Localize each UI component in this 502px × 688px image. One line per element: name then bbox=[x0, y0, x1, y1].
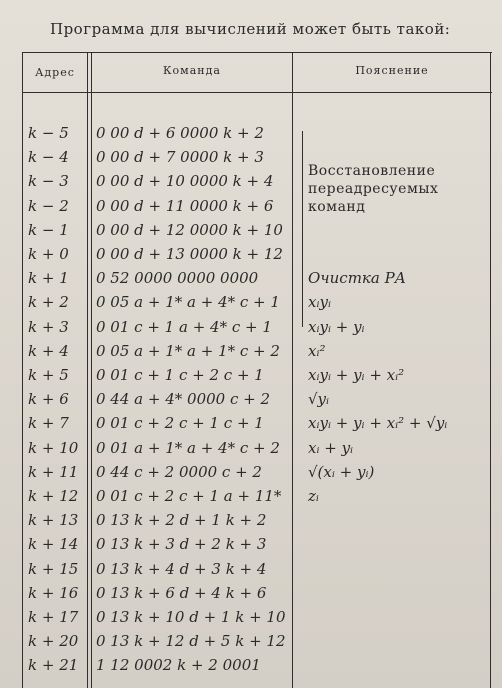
table-row bbox=[22, 242, 492, 266]
table-row bbox=[22, 581, 492, 605]
command-cell: 0 13 k + 10 d + 1 k + 10 bbox=[96, 608, 286, 626]
command-cell: 0 13 k + 6 d + 4 k + 6 bbox=[96, 583, 267, 602]
address-cell: k + 3 bbox=[28, 317, 69, 336]
address-cell: k − 4 bbox=[28, 148, 69, 167]
table-row bbox=[22, 411, 492, 435]
address-cell: k + 21 bbox=[28, 656, 79, 675]
table-row bbox=[22, 387, 492, 411]
table-row bbox=[22, 436, 492, 460]
command-cell: 0 01 a + 1* a + 4* c + 2 bbox=[96, 438, 280, 457]
program-table bbox=[22, 52, 492, 688]
command-cell: 0 01 c + 2 c + 1 a + 11* bbox=[96, 487, 282, 505]
table-row bbox=[22, 484, 492, 508]
address-cell: k + 10 bbox=[28, 438, 79, 457]
command-cell: 0 00 d + 10 0000 k + 4 bbox=[96, 172, 274, 191]
table-row bbox=[22, 194, 492, 218]
command-cell: 0 13 k + 12 d + 5 k + 12 bbox=[96, 632, 286, 651]
note-cell: xᵢyᵢ + yᵢ + xᵢ² + √yᵢ bbox=[308, 414, 448, 433]
address-cell: k + 0 bbox=[28, 245, 69, 263]
address-cell: k + 13 bbox=[28, 511, 79, 530]
table-row bbox=[22, 363, 492, 387]
address-cell: k − 1 bbox=[28, 220, 69, 239]
table-row bbox=[22, 629, 492, 653]
command-cell: 0 00 d + 11 0000 k + 6 bbox=[96, 196, 274, 215]
note-cell: zᵢ bbox=[308, 487, 319, 505]
command-cell: 0 00 d + 12 0000 k + 10 bbox=[96, 220, 283, 239]
command-cell: 0 13 k + 3 d + 2 k + 3 bbox=[96, 535, 267, 554]
address-cell: k + 1 bbox=[28, 269, 69, 288]
address-cell: k + 7 bbox=[28, 414, 69, 433]
header-address: Адрес bbox=[35, 66, 75, 79]
command-cell: 0 13 k + 4 d + 3 k + 4 bbox=[96, 559, 267, 578]
command-cell: 0 00 d + 7 0000 k + 3 bbox=[96, 148, 264, 167]
address-cell: k + 2 bbox=[28, 293, 69, 312]
command-cell: 0 52 0000 0000 0000 bbox=[96, 269, 259, 288]
note-cell: √yᵢ bbox=[308, 390, 330, 409]
table-row bbox=[22, 145, 492, 169]
table-row bbox=[22, 605, 492, 629]
table-row bbox=[22, 315, 492, 339]
address-cell: k + 17 bbox=[28, 608, 79, 626]
table-row bbox=[22, 121, 492, 145]
note-cell: xᵢyᵢ bbox=[308, 293, 331, 312]
table-row bbox=[22, 532, 492, 556]
address-cell: k − 5 bbox=[28, 124, 69, 142]
group-note-line: переадресуемых bbox=[308, 181, 439, 197]
command-cell: 0 01 c + 1 a + 4* c + 1 bbox=[96, 317, 272, 336]
group-note-line: команд bbox=[308, 199, 366, 215]
address-cell: k + 5 bbox=[28, 366, 69, 384]
header-bottom-rule bbox=[22, 92, 492, 93]
address-cell: k + 4 bbox=[28, 341, 69, 360]
table-row bbox=[22, 266, 492, 290]
address-cell: k + 14 bbox=[28, 535, 79, 554]
command-cell: 0 00 d + 6 0000 k + 2 bbox=[96, 124, 264, 142]
address-cell: k + 15 bbox=[28, 559, 79, 578]
command-cell: 0 00 d + 13 0000 k + 12 bbox=[96, 245, 283, 263]
table-row bbox=[22, 218, 492, 242]
table-row bbox=[22, 653, 492, 677]
address-cell: k + 12 bbox=[28, 487, 79, 505]
note-cell: xᵢyᵢ + yᵢ bbox=[308, 317, 365, 336]
command-cell: 0 01 c + 2 c + 1 c + 1 bbox=[96, 414, 264, 433]
address-cell: k − 2 bbox=[28, 196, 69, 215]
command-cell: 0 44 c + 2 0000 c + 2 bbox=[96, 462, 262, 481]
intro-text: Программа для вычислений может быть такой: bbox=[50, 20, 451, 38]
note-cell: √(xᵢ + yᵢ) bbox=[308, 462, 375, 481]
note-cell: xᵢ + yᵢ bbox=[308, 438, 354, 457]
note-cell: xᵢ² bbox=[308, 341, 326, 360]
header-note: Пояснение bbox=[355, 64, 429, 77]
address-cell: k + 6 bbox=[28, 390, 69, 409]
command-cell: 0 05 a + 1* a + 4* c + 1 bbox=[96, 293, 280, 312]
command-cell: 0 05 a + 1* a + 1* c + 2 bbox=[96, 341, 280, 360]
address-cell: k + 20 bbox=[28, 632, 79, 651]
address-cell: k + 11 bbox=[28, 462, 79, 481]
note-cell: Очистка РА bbox=[308, 269, 407, 288]
address-cell: k − 3 bbox=[28, 172, 69, 191]
command-cell: 1 12 0002 k + 2 0001 bbox=[96, 656, 261, 675]
header-command: Команда bbox=[163, 64, 221, 77]
command-cell: 0 44 a + 4* 0000 c + 2 bbox=[96, 390, 271, 409]
note-cell: xᵢyᵢ + yᵢ + xᵢ² bbox=[308, 366, 405, 384]
table-row bbox=[22, 290, 492, 314]
table-row bbox=[22, 339, 492, 363]
group-note-line: Восстановление bbox=[308, 163, 436, 179]
table-top-rule bbox=[22, 52, 492, 53]
command-cell: 0 01 c + 1 c + 2 c + 1 bbox=[96, 366, 264, 384]
table-row bbox=[22, 169, 492, 193]
command-cell: 0 13 k + 2 d + 1 k + 2 bbox=[96, 511, 267, 530]
table-row bbox=[22, 460, 492, 484]
address-cell: k + 16 bbox=[28, 583, 79, 602]
table-row bbox=[22, 557, 492, 581]
table-row bbox=[22, 508, 492, 532]
